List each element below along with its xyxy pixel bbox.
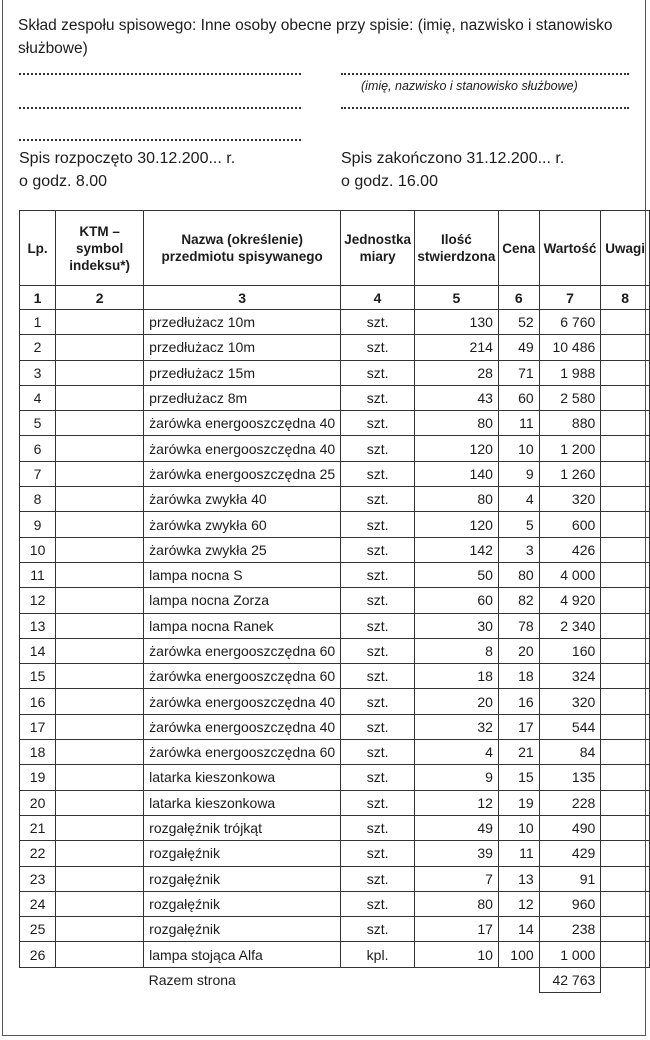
total-empty-cell <box>20 967 56 992</box>
total-empty-cell <box>56 967 144 992</box>
row-name: żarówka energooszczędna 60 <box>144 638 341 663</box>
row-remarks <box>601 714 650 739</box>
row-remarks <box>601 765 650 790</box>
table-row <box>20 765 650 790</box>
column-number-row <box>20 286 650 310</box>
row-name: przedłużacz 8m <box>144 385 341 410</box>
table-row <box>20 917 650 942</box>
row-remarks <box>601 866 650 891</box>
col-num: 8 <box>601 286 650 310</box>
row-lp: 3 <box>20 360 56 385</box>
inventory-rows <box>20 310 650 968</box>
header-ktm: KTM – symbol indeksu*) <box>56 211 144 286</box>
row-remarks <box>601 638 650 663</box>
row-lp: 15 <box>20 664 56 689</box>
row-value: 84 <box>539 740 601 765</box>
row-remarks <box>601 588 650 613</box>
row-unit: szt. <box>341 866 415 891</box>
row-price: 52 <box>498 310 539 335</box>
start-date: Spis rozpoczęto 30.12.200... r. <box>19 150 236 167</box>
row-value: 324 <box>539 664 601 689</box>
row-lp: 14 <box>20 638 56 663</box>
table-row <box>20 638 650 663</box>
table-row <box>20 664 650 689</box>
row-unit: kpl. <box>341 942 415 967</box>
row-ktm <box>56 714 144 739</box>
header-price: Cena <box>498 211 539 286</box>
row-value: 960 <box>539 891 601 916</box>
table-row <box>20 866 650 891</box>
table-row <box>20 487 650 512</box>
table-row <box>20 512 650 537</box>
row-unit: szt. <box>341 562 415 587</box>
table-row <box>20 714 650 739</box>
row-quantity: 80 <box>414 487 498 512</box>
row-remarks <box>601 891 650 916</box>
row-value: 1 260 <box>539 461 601 486</box>
row-price: 20 <box>498 638 539 663</box>
row-quantity: 28 <box>414 360 498 385</box>
row-name: lampa nocna Ranek <box>144 613 341 638</box>
row-name: żarówka energooszczędna 60 <box>144 664 341 689</box>
row-name: rozgałęźnik <box>144 917 341 942</box>
start-time: o godz. 8.00 <box>19 173 108 190</box>
row-remarks <box>601 512 650 537</box>
row-name: przedłużacz 15m <box>144 360 341 385</box>
row-unit: szt. <box>341 714 415 739</box>
row-lp: 10 <box>20 537 56 562</box>
row-ktm <box>56 917 144 942</box>
row-value: 429 <box>539 841 601 866</box>
row-quantity: 32 <box>414 714 498 739</box>
row-quantity: 20 <box>414 689 498 714</box>
table-row <box>20 740 650 765</box>
row-unit: szt. <box>341 917 415 942</box>
inventory-table <box>19 210 650 993</box>
row-ktm <box>56 562 144 587</box>
row-price: 82 <box>498 588 539 613</box>
row-lp: 2 <box>20 335 56 360</box>
table-row <box>20 841 650 866</box>
row-price: 49 <box>498 335 539 360</box>
table-header-row <box>20 211 650 286</box>
row-price: 71 <box>498 360 539 385</box>
row-unit: szt. <box>341 841 415 866</box>
row-ktm <box>56 765 144 790</box>
row-lp: 8 <box>20 487 56 512</box>
row-remarks <box>601 461 650 486</box>
row-unit: szt. <box>341 335 415 360</box>
row-name: przedłużacz 10m <box>144 335 341 360</box>
row-price: 3 <box>498 537 539 562</box>
row-quantity: 214 <box>414 335 498 360</box>
row-lp: 25 <box>20 917 56 942</box>
row-remarks <box>601 841 650 866</box>
row-lp: 26 <box>20 942 56 967</box>
team-member-line-3 <box>19 139 301 141</box>
row-ktm <box>56 360 144 385</box>
row-remarks <box>601 790 650 815</box>
row-value: 2 580 <box>539 385 601 410</box>
row-price: 21 <box>498 740 539 765</box>
row-value: 135 <box>539 765 601 790</box>
row-price: 10 <box>498 436 539 461</box>
row-unit: szt. <box>341 512 415 537</box>
row-unit: szt. <box>341 487 415 512</box>
total-empty-cell <box>498 967 539 992</box>
row-quantity: 80 <box>414 411 498 436</box>
header-lp: Lp. <box>20 211 56 286</box>
row-lp: 6 <box>20 436 56 461</box>
col-num: 2 <box>56 286 144 310</box>
end-date: Spis zakończono 31.12.200... r. <box>341 150 565 167</box>
row-value: 320 <box>539 689 601 714</box>
page-total-value: 42 763 <box>539 967 601 992</box>
row-ktm <box>56 335 144 360</box>
row-name: żarówka zwykła 40 <box>144 487 341 512</box>
row-remarks <box>601 537 650 562</box>
row-ktm <box>56 815 144 840</box>
header-unit: Jednostka miary <box>341 211 415 286</box>
row-ktm <box>56 790 144 815</box>
row-remarks <box>601 917 650 942</box>
row-lp: 5 <box>20 411 56 436</box>
row-remarks <box>601 335 650 360</box>
row-ktm <box>56 310 144 335</box>
row-quantity: 60 <box>414 588 498 613</box>
row-price: 18 <box>498 664 539 689</box>
row-ktm <box>56 664 144 689</box>
row-lp: 24 <box>20 891 56 916</box>
row-price: 17 <box>498 714 539 739</box>
col-num: 1 <box>20 286 56 310</box>
row-remarks <box>601 664 650 689</box>
row-price: 11 <box>498 841 539 866</box>
row-name: rozgałęźnik trójkąt <box>144 815 341 840</box>
row-ktm <box>56 942 144 967</box>
row-value: 490 <box>539 815 601 840</box>
row-value: 1 988 <box>539 360 601 385</box>
row-ktm <box>56 866 144 891</box>
row-price: 5 <box>498 512 539 537</box>
col-num: 5 <box>414 286 498 310</box>
row-ktm <box>56 537 144 562</box>
row-lp: 11 <box>20 562 56 587</box>
row-value: 544 <box>539 714 601 739</box>
row-ktm <box>56 638 144 663</box>
row-quantity: 50 <box>414 562 498 587</box>
row-name: latarka kieszonkowa <box>144 765 341 790</box>
row-value: 238 <box>539 917 601 942</box>
team-composition-label: Skład zespołu spisowego: Inne osoby obecne przy spisie: (imię, nazwisko i stanowisko służbowe) <box>18 17 613 57</box>
row-price: 19 <box>498 790 539 815</box>
row-price: 60 <box>498 385 539 410</box>
row-unit: szt. <box>341 638 415 663</box>
table-row <box>20 436 650 461</box>
row-value: 4 920 <box>539 588 601 613</box>
row-name: żarówka zwykła 25 <box>144 537 341 562</box>
other-person-line-1 <box>341 73 629 75</box>
row-unit: szt. <box>341 360 415 385</box>
table-row <box>20 461 650 486</box>
row-price: 100 <box>498 942 539 967</box>
row-name: żarówka energooszczędna 40 <box>144 714 341 739</box>
row-quantity: 8 <box>414 638 498 663</box>
row-price: 11 <box>498 411 539 436</box>
row-price: 4 <box>498 487 539 512</box>
row-value: 880 <box>539 411 601 436</box>
row-quantity: 7 <box>414 866 498 891</box>
row-lp: 13 <box>20 613 56 638</box>
row-name: lampa stojąca Alfa <box>144 942 341 967</box>
table-row <box>20 360 650 385</box>
row-value: 160 <box>539 638 601 663</box>
row-ktm <box>56 461 144 486</box>
row-name: rozgałęźnik <box>144 891 341 916</box>
row-remarks <box>601 613 650 638</box>
page-total-label: Razem strona <box>148 972 236 989</box>
table-row <box>20 815 650 840</box>
row-lp: 1 <box>20 310 56 335</box>
row-unit: szt. <box>341 310 415 335</box>
row-quantity: 120 <box>414 512 498 537</box>
row-quantity: 9 <box>414 765 498 790</box>
row-quantity: 4 <box>414 740 498 765</box>
row-unit: szt. <box>341 588 415 613</box>
row-ktm <box>56 588 144 613</box>
row-remarks <box>601 942 650 967</box>
row-name: latarka kieszonkowa <box>144 790 341 815</box>
table-row <box>20 411 650 436</box>
table-row <box>20 562 650 587</box>
col-num: 4 <box>341 286 415 310</box>
row-quantity: 30 <box>414 613 498 638</box>
table-row <box>20 588 650 613</box>
row-price: 15 <box>498 765 539 790</box>
row-remarks <box>601 562 650 587</box>
team-member-line-2 <box>19 107 301 109</box>
row-unit: szt. <box>341 664 415 689</box>
name-position-note: (imię, nazwisko i stanowisko służbowe) <box>361 79 578 93</box>
row-value: 10 486 <box>539 335 601 360</box>
row-unit: szt. <box>341 385 415 410</box>
row-value: 91 <box>539 866 601 891</box>
row-price: 9 <box>498 461 539 486</box>
header-value: Wartość <box>539 211 601 286</box>
row-name: żarówka energooszczędna 40 <box>144 436 341 461</box>
row-unit: szt. <box>341 461 415 486</box>
end-time: o godz. 16.00 <box>341 173 438 190</box>
row-unit: szt. <box>341 790 415 815</box>
row-unit: szt. <box>341 765 415 790</box>
row-quantity: 142 <box>414 537 498 562</box>
row-value: 1 000 <box>539 942 601 967</box>
table-row <box>20 537 650 562</box>
row-remarks <box>601 385 650 410</box>
col-num: 7 <box>539 286 601 310</box>
row-ktm <box>56 411 144 436</box>
row-remarks <box>601 740 650 765</box>
row-lp: 22 <box>20 841 56 866</box>
row-lp: 23 <box>20 866 56 891</box>
team-member-line-1 <box>19 73 301 75</box>
row-price: 80 <box>498 562 539 587</box>
row-lp: 17 <box>20 714 56 739</box>
row-ktm <box>56 436 144 461</box>
table-row <box>20 613 650 638</box>
row-ktm <box>56 613 144 638</box>
row-unit: szt. <box>341 740 415 765</box>
row-lp: 21 <box>20 815 56 840</box>
row-value: 320 <box>539 487 601 512</box>
row-quantity: 17 <box>414 917 498 942</box>
total-empty-cell <box>414 967 498 992</box>
row-unit: szt. <box>341 436 415 461</box>
row-unit: szt. <box>341 815 415 840</box>
row-quantity: 120 <box>414 436 498 461</box>
row-ktm <box>56 841 144 866</box>
row-name: żarówka energooszczędna 25 <box>144 461 341 486</box>
row-lp: 20 <box>20 790 56 815</box>
row-price: 12 <box>498 891 539 916</box>
row-remarks <box>601 411 650 436</box>
row-name: żarówka energooszczędna 60 <box>144 740 341 765</box>
other-person-line-2 <box>341 107 629 109</box>
table-row <box>20 790 650 815</box>
table-row <box>20 942 650 967</box>
row-value: 2 340 <box>539 613 601 638</box>
row-name: żarówka energooszczędna 40 <box>144 411 341 436</box>
row-remarks <box>601 689 650 714</box>
row-unit: szt. <box>341 613 415 638</box>
table-row <box>20 891 650 916</box>
row-unit: szt. <box>341 411 415 436</box>
row-price: 13 <box>498 866 539 891</box>
row-price: 10 <box>498 815 539 840</box>
row-price: 16 <box>498 689 539 714</box>
row-lp: 19 <box>20 765 56 790</box>
row-name: przedłużacz 10m <box>144 310 341 335</box>
row-quantity: 43 <box>414 385 498 410</box>
row-name: żarówka energooszczędna 40 <box>144 689 341 714</box>
table-row <box>20 689 650 714</box>
row-name: rozgałęźnik <box>144 841 341 866</box>
row-name: lampa nocna S <box>144 562 341 587</box>
row-quantity: 130 <box>414 310 498 335</box>
col-num: 6 <box>498 286 539 310</box>
row-remarks <box>601 815 650 840</box>
row-quantity: 80 <box>414 891 498 916</box>
header-name: Nazwa (określenie) przedmiotu spisywanego <box>144 211 341 286</box>
row-ktm <box>56 891 144 916</box>
row-ktm <box>56 740 144 765</box>
row-name: lampa nocna Zorza <box>144 588 341 613</box>
row-unit: szt. <box>341 689 415 714</box>
row-ktm <box>56 385 144 410</box>
row-remarks <box>601 487 650 512</box>
row-value: 1 200 <box>539 436 601 461</box>
header-remarks: Uwagi <box>601 211 650 286</box>
row-remarks <box>601 436 650 461</box>
table-row <box>20 335 650 360</box>
row-ktm <box>56 487 144 512</box>
row-price: 14 <box>498 917 539 942</box>
row-lp: 4 <box>20 385 56 410</box>
page-total-row <box>20 967 650 992</box>
row-value: 228 <box>539 790 601 815</box>
row-lp: 18 <box>20 740 56 765</box>
table-row <box>20 310 650 335</box>
table-row <box>20 385 650 410</box>
row-quantity: 39 <box>414 841 498 866</box>
row-remarks <box>601 360 650 385</box>
row-value: 4 000 <box>539 562 601 587</box>
row-unit: szt. <box>341 537 415 562</box>
total-empty-cell <box>341 967 415 992</box>
row-lp: 7 <box>20 461 56 486</box>
row-name: żarówka zwykła 60 <box>144 512 341 537</box>
row-value: 426 <box>539 537 601 562</box>
row-quantity: 49 <box>414 815 498 840</box>
row-lp: 12 <box>20 588 56 613</box>
col-num: 3 <box>144 286 341 310</box>
row-ktm <box>56 512 144 537</box>
total-empty-cell <box>601 967 650 992</box>
row-remarks <box>601 310 650 335</box>
row-ktm <box>56 689 144 714</box>
row-value: 6 760 <box>539 310 601 335</box>
row-name: rozgałęźnik <box>144 866 341 891</box>
row-quantity: 10 <box>414 942 498 967</box>
row-quantity: 12 <box>414 790 498 815</box>
row-value: 600 <box>539 512 601 537</box>
row-unit: szt. <box>341 891 415 916</box>
header-quantity: Ilość stwierdzona <box>414 211 498 286</box>
row-lp: 16 <box>20 689 56 714</box>
row-quantity: 18 <box>414 664 498 689</box>
row-lp: 9 <box>20 512 56 537</box>
row-quantity: 140 <box>414 461 498 486</box>
row-price: 78 <box>498 613 539 638</box>
